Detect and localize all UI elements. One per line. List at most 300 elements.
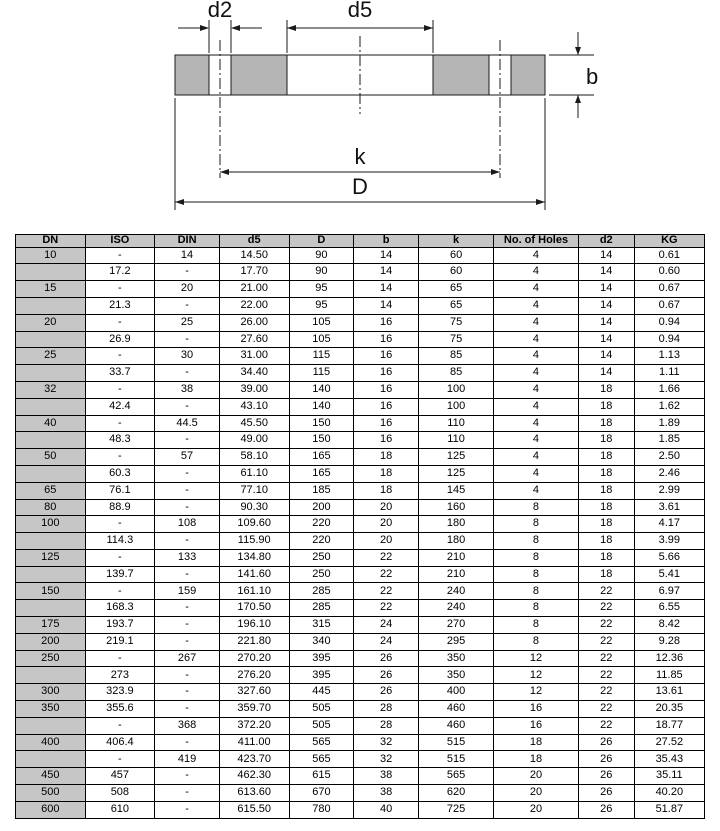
- table-cell: 22: [578, 583, 634, 600]
- table-cell: 180: [419, 516, 494, 533]
- table-row: [16, 314, 705, 331]
- table-cell: 285: [289, 583, 354, 600]
- table-row: [16, 482, 705, 499]
- table-cell: 8: [494, 499, 579, 516]
- table-cell: 45.50: [219, 415, 289, 432]
- table-cell: 26: [578, 734, 634, 751]
- table-cell: 615.50: [219, 801, 289, 818]
- table-cell: 16: [354, 432, 419, 449]
- table-cell: [16, 331, 86, 348]
- b-arrow-bottom: [575, 95, 581, 103]
- table-header: [16, 235, 705, 248]
- table-cell: 14: [578, 247, 634, 264]
- table-cell: 88.9: [85, 499, 155, 516]
- table-cell: 22: [354, 600, 419, 617]
- table-cell: 50: [16, 449, 86, 466]
- table-cell: 8: [494, 600, 579, 617]
- table-cell: 80: [16, 499, 86, 516]
- table-cell: -: [155, 617, 220, 634]
- table-cell: 14: [578, 365, 634, 382]
- table-cell: -: [155, 701, 220, 718]
- table-row: [16, 549, 705, 566]
- table-cell: 168.3: [85, 600, 155, 617]
- table-cell: 22: [578, 650, 634, 667]
- table-cell: 100: [16, 516, 86, 533]
- table-cell: 620: [419, 785, 494, 802]
- table-cell: 12.36: [634, 650, 704, 667]
- table-cell: 4: [494, 432, 579, 449]
- table-cell: [16, 751, 86, 768]
- table-cell: 27.52: [634, 734, 704, 751]
- flange-section-right-rim: [511, 55, 545, 95]
- table-cell: 145: [419, 482, 494, 499]
- table-cell: 35.43: [634, 751, 704, 768]
- table-cell: 0.94: [634, 331, 704, 348]
- table-cell: 285: [289, 600, 354, 617]
- table-cell: -: [85, 381, 155, 398]
- table-cell: 372.20: [219, 717, 289, 734]
- table-cell: 400: [16, 734, 86, 751]
- table-cell: [16, 566, 86, 583]
- dim-label-d5: d5: [347, 0, 373, 22]
- table-cell: 10: [16, 247, 86, 264]
- table-cell: 17.70: [219, 264, 289, 281]
- table-cell: -: [155, 801, 220, 818]
- table-cell: 250: [16, 650, 86, 667]
- table-cell: 20: [354, 516, 419, 533]
- table-cell: 515: [419, 751, 494, 768]
- table-cell: 8: [494, 533, 579, 550]
- table-row: [16, 633, 705, 650]
- table-cell: -: [85, 583, 155, 600]
- table-row: [16, 717, 705, 734]
- table-cell: 21.00: [219, 281, 289, 298]
- table-cell: 140: [289, 381, 354, 398]
- table-cell: 508: [85, 785, 155, 802]
- table-cell: 170.50: [219, 600, 289, 617]
- table-cell: 210: [419, 549, 494, 566]
- table-cell: 4: [494, 398, 579, 415]
- table-cell: 270.20: [219, 650, 289, 667]
- table-cell: 22: [578, 684, 634, 701]
- column-header-din: DIN: [155, 235, 220, 248]
- table-cell: 115.90: [219, 533, 289, 550]
- table-cell: 26: [578, 768, 634, 785]
- table-cell: 0.60: [634, 264, 704, 281]
- table-cell: 18: [578, 533, 634, 550]
- table-cell: 16: [354, 398, 419, 415]
- table-cell: 610: [85, 801, 155, 818]
- table-cell: 355.6: [85, 701, 155, 718]
- table-cell: 4: [494, 348, 579, 365]
- table-cell: 60: [419, 264, 494, 281]
- table-cell: 16: [354, 348, 419, 365]
- table-cell: 108: [155, 516, 220, 533]
- table-cell: 61.10: [219, 465, 289, 482]
- table-cell: 27.60: [219, 331, 289, 348]
- table-cell: 141.60: [219, 566, 289, 583]
- flange-section-left-web: [231, 55, 287, 95]
- table-row: [16, 281, 705, 298]
- table-cell: 5.41: [634, 566, 704, 583]
- table-cell: 395: [289, 667, 354, 684]
- table-cell: 39.00: [219, 381, 289, 398]
- table-cell: 26.9: [85, 331, 155, 348]
- table-cell: [16, 717, 86, 734]
- table-cell: 26.00: [219, 314, 289, 331]
- table-cell: 105: [289, 314, 354, 331]
- table-cell: -: [85, 516, 155, 533]
- table-cell: -: [85, 449, 155, 466]
- table-cell: 14: [578, 331, 634, 348]
- table-cell: 49.00: [219, 432, 289, 449]
- table-cell: 40: [354, 801, 419, 818]
- table-cell: 12: [494, 684, 579, 701]
- table-cell: 4: [494, 314, 579, 331]
- table-cell: 16: [354, 331, 419, 348]
- table-cell: 115: [289, 348, 354, 365]
- table-cell: [16, 264, 86, 281]
- table-cell: 28: [354, 701, 419, 718]
- table-cell: 15: [16, 281, 86, 298]
- flange-section-right-web: [433, 55, 489, 95]
- column-header-d: D: [289, 235, 354, 248]
- table-cell: -: [85, 751, 155, 768]
- table-cell: 18: [578, 381, 634, 398]
- table-cell: [16, 465, 86, 482]
- table-cell: 160: [419, 499, 494, 516]
- table-cell: -: [155, 667, 220, 684]
- table-cell: 100: [419, 398, 494, 415]
- table-cell: 3.99: [634, 533, 704, 550]
- table-cell: 18: [578, 449, 634, 466]
- table-cell: -: [155, 734, 220, 751]
- table-cell: 500: [16, 785, 86, 802]
- table-cell: 65: [16, 482, 86, 499]
- table-cell: 221.80: [219, 633, 289, 650]
- table-cell: 18: [494, 734, 579, 751]
- table-cell: 31.00: [219, 348, 289, 365]
- table-cell: 300: [16, 684, 86, 701]
- table-cell: 200: [289, 499, 354, 516]
- table-cell: 90.30: [219, 499, 289, 516]
- table-cell: 423.70: [219, 751, 289, 768]
- table-cell: 18: [578, 465, 634, 482]
- table-cell: 4: [494, 247, 579, 264]
- table-cell: 18: [578, 549, 634, 566]
- table-cell: 32: [354, 734, 419, 751]
- table-cell: -: [85, 549, 155, 566]
- table-cell: 18: [354, 449, 419, 466]
- table-cell: 0.61: [634, 247, 704, 264]
- table-cell: -: [155, 297, 220, 314]
- table-cell: 34.40: [219, 365, 289, 382]
- table-row: [16, 734, 705, 751]
- table-cell: 12: [494, 650, 579, 667]
- table-row: [16, 516, 705, 533]
- table-cell: 26: [354, 650, 419, 667]
- table-cell: 219.1: [85, 633, 155, 650]
- table-cell: 267: [155, 650, 220, 667]
- k-arrow-right: [491, 169, 500, 175]
- k-arrow-left: [220, 169, 229, 175]
- table-cell: 95: [289, 297, 354, 314]
- table-row: [16, 684, 705, 701]
- table-cell: 14: [578, 297, 634, 314]
- table-cell: 8: [494, 516, 579, 533]
- table-cell: 240: [419, 600, 494, 617]
- table-row: [16, 617, 705, 634]
- table-cell: -: [155, 633, 220, 650]
- d2-arrow-right: [231, 25, 240, 31]
- table-cell: 8: [494, 583, 579, 600]
- table-cell: 8: [494, 617, 579, 634]
- table-cell: 22: [354, 583, 419, 600]
- table-cell: 565: [289, 751, 354, 768]
- table-cell: 90: [289, 264, 354, 281]
- table-cell: -: [155, 264, 220, 281]
- table-cell: 22: [578, 600, 634, 617]
- table-row: [16, 398, 705, 415]
- table-cell: 411.00: [219, 734, 289, 751]
- table-cell: -: [85, 314, 155, 331]
- column-header-iso: ISO: [85, 235, 155, 248]
- table-row: [16, 348, 705, 365]
- dim-label-k: k: [354, 144, 366, 169]
- table-cell: 17.2: [85, 264, 155, 281]
- table-row: [16, 701, 705, 718]
- table-cell: 780: [289, 801, 354, 818]
- table-row: [16, 297, 705, 314]
- column-header-kg: KG: [634, 235, 704, 248]
- table-cell: 26: [354, 667, 419, 684]
- flange-table-body: [16, 247, 705, 818]
- table-cell: 725: [419, 801, 494, 818]
- table-cell: 57: [155, 449, 220, 466]
- table-cell: -: [155, 684, 220, 701]
- table-row: [16, 751, 705, 768]
- table-cell: 140: [289, 398, 354, 415]
- table-cell: 220: [289, 516, 354, 533]
- table-cell: 1.66: [634, 381, 704, 398]
- D-arrow-left: [175, 199, 184, 205]
- d5-arrow-right: [424, 25, 433, 31]
- table-cell: 60: [419, 247, 494, 264]
- table-cell: 22: [578, 717, 634, 734]
- table-cell: 30: [155, 348, 220, 365]
- table-cell: 133: [155, 549, 220, 566]
- table-cell: 180: [419, 533, 494, 550]
- table-cell: 565: [289, 734, 354, 751]
- table-cell: 161.10: [219, 583, 289, 600]
- table-cell: -: [155, 600, 220, 617]
- table-cell: 109.60: [219, 516, 289, 533]
- table-cell: 4: [494, 281, 579, 298]
- table-row: [16, 785, 705, 802]
- table-cell: 38: [354, 768, 419, 785]
- table-row: [16, 533, 705, 550]
- table-cell: 3.61: [634, 499, 704, 516]
- table-cell: 14: [354, 297, 419, 314]
- table-cell: 26: [578, 785, 634, 802]
- table-cell: 505: [289, 701, 354, 718]
- table-cell: 14: [578, 281, 634, 298]
- table-cell: 32: [16, 381, 86, 398]
- table-cell: 2.50: [634, 449, 704, 466]
- table-row: [16, 499, 705, 516]
- table-cell: 240: [419, 583, 494, 600]
- table-cell: -: [155, 465, 220, 482]
- table-cell: 16: [494, 701, 579, 718]
- table-row: [16, 650, 705, 667]
- table-cell: 33.7: [85, 365, 155, 382]
- table-cell: 44.5: [155, 415, 220, 432]
- table-row: [16, 365, 705, 382]
- table-cell: 14: [578, 314, 634, 331]
- table-cell: 65: [419, 281, 494, 298]
- table-cell: 8: [494, 633, 579, 650]
- table-cell: 38: [354, 785, 419, 802]
- table-cell: 22.00: [219, 297, 289, 314]
- table-cell: 18: [494, 751, 579, 768]
- table-cell: 21.3: [85, 297, 155, 314]
- table-cell: 457: [85, 768, 155, 785]
- table-cell: 175: [16, 617, 86, 634]
- table-cell: 350: [419, 667, 494, 684]
- table-cell: 165: [289, 465, 354, 482]
- table-cell: 22: [354, 549, 419, 566]
- table-row: [16, 432, 705, 449]
- table-cell: 613.60: [219, 785, 289, 802]
- d5-arrow-left: [287, 25, 296, 31]
- table-cell: 165: [289, 449, 354, 466]
- table-cell: 185: [289, 482, 354, 499]
- table-cell: 16: [354, 415, 419, 432]
- table-cell: 276.20: [219, 667, 289, 684]
- column-header-dn: DN: [16, 235, 86, 248]
- table-cell: 270: [419, 617, 494, 634]
- table-cell: 18: [578, 482, 634, 499]
- table-cell: 14: [578, 264, 634, 281]
- table-cell: 48.3: [85, 432, 155, 449]
- table-cell: 406.4: [85, 734, 155, 751]
- table-cell: 18: [578, 398, 634, 415]
- table-cell: 11.85: [634, 667, 704, 684]
- table-cell: 110: [419, 415, 494, 432]
- table-cell: 323.9: [85, 684, 155, 701]
- table-cell: 22: [578, 633, 634, 650]
- table-cell: 75: [419, 314, 494, 331]
- table-cell: 42.4: [85, 398, 155, 415]
- table-cell: 150: [16, 583, 86, 600]
- table-cell: 105: [289, 331, 354, 348]
- table-cell: -: [85, 247, 155, 264]
- table-cell: 76.1: [85, 482, 155, 499]
- table-row: [16, 600, 705, 617]
- table-header-row: [16, 235, 705, 248]
- table-cell: 60.3: [85, 465, 155, 482]
- table-cell: -: [155, 432, 220, 449]
- table-cell: 4: [494, 482, 579, 499]
- table-cell: 4: [494, 449, 579, 466]
- table-cell: 400: [419, 684, 494, 701]
- table-cell: 6.55: [634, 600, 704, 617]
- table-cell: -: [155, 331, 220, 348]
- table-cell: 340: [289, 633, 354, 650]
- table-cell: 18: [354, 482, 419, 499]
- table-cell: 1.13: [634, 348, 704, 365]
- table-cell: -: [155, 566, 220, 583]
- table-cell: 327.60: [219, 684, 289, 701]
- table-cell: [16, 432, 86, 449]
- flange-section-left-rim: [175, 55, 209, 95]
- table-cell: 25: [155, 314, 220, 331]
- table-cell: 4: [494, 365, 579, 382]
- column-header-no-of-holes: No. of Holes: [494, 235, 579, 248]
- table-cell: 18: [578, 415, 634, 432]
- table-cell: 38: [155, 381, 220, 398]
- table-row: [16, 583, 705, 600]
- table-cell: 75: [419, 331, 494, 348]
- table-cell: 22: [578, 617, 634, 634]
- table-cell: 65: [419, 297, 494, 314]
- table-cell: 20: [354, 533, 419, 550]
- table-cell: 460: [419, 701, 494, 718]
- table-cell: 90: [289, 247, 354, 264]
- table-cell: 159: [155, 583, 220, 600]
- table-cell: 25: [16, 348, 86, 365]
- table-row: [16, 415, 705, 432]
- table-cell: 16: [354, 314, 419, 331]
- table-cell: 515: [419, 734, 494, 751]
- table-cell: 450: [16, 768, 86, 785]
- table-cell: 0.67: [634, 297, 704, 314]
- flange-dimensions-table: [15, 234, 705, 819]
- table-cell: 4: [494, 264, 579, 281]
- table-cell: 125: [16, 549, 86, 566]
- column-header-d2: d2: [578, 235, 634, 248]
- table-cell: 16: [354, 381, 419, 398]
- table-row: [16, 381, 705, 398]
- table-row: [16, 331, 705, 348]
- table-cell: 13.61: [634, 684, 704, 701]
- table-cell: 600: [16, 801, 86, 818]
- table-cell: 462.30: [219, 768, 289, 785]
- table-cell: 40.20: [634, 785, 704, 802]
- table-cell: 0.94: [634, 314, 704, 331]
- flange-drawing-svg: [0, 0, 720, 232]
- table-cell: 359.70: [219, 701, 289, 718]
- table-cell: 20: [354, 499, 419, 516]
- d2-arrow-left: [200, 25, 209, 31]
- table-cell: 139.7: [85, 566, 155, 583]
- table-row: [16, 264, 705, 281]
- table-cell: 445: [289, 684, 354, 701]
- table-cell: 150: [289, 432, 354, 449]
- table-cell: 220: [289, 533, 354, 550]
- b-arrow-top: [575, 47, 581, 55]
- table-cell: 18.77: [634, 717, 704, 734]
- table-cell: -: [155, 533, 220, 550]
- table-cell: 85: [419, 365, 494, 382]
- table-cell: 40: [16, 415, 86, 432]
- table-cell: 4: [494, 297, 579, 314]
- table-cell: -: [155, 499, 220, 516]
- table-cell: -: [85, 348, 155, 365]
- table-cell: 2.46: [634, 465, 704, 482]
- table-cell: 6.97: [634, 583, 704, 600]
- table-cell: -: [155, 768, 220, 785]
